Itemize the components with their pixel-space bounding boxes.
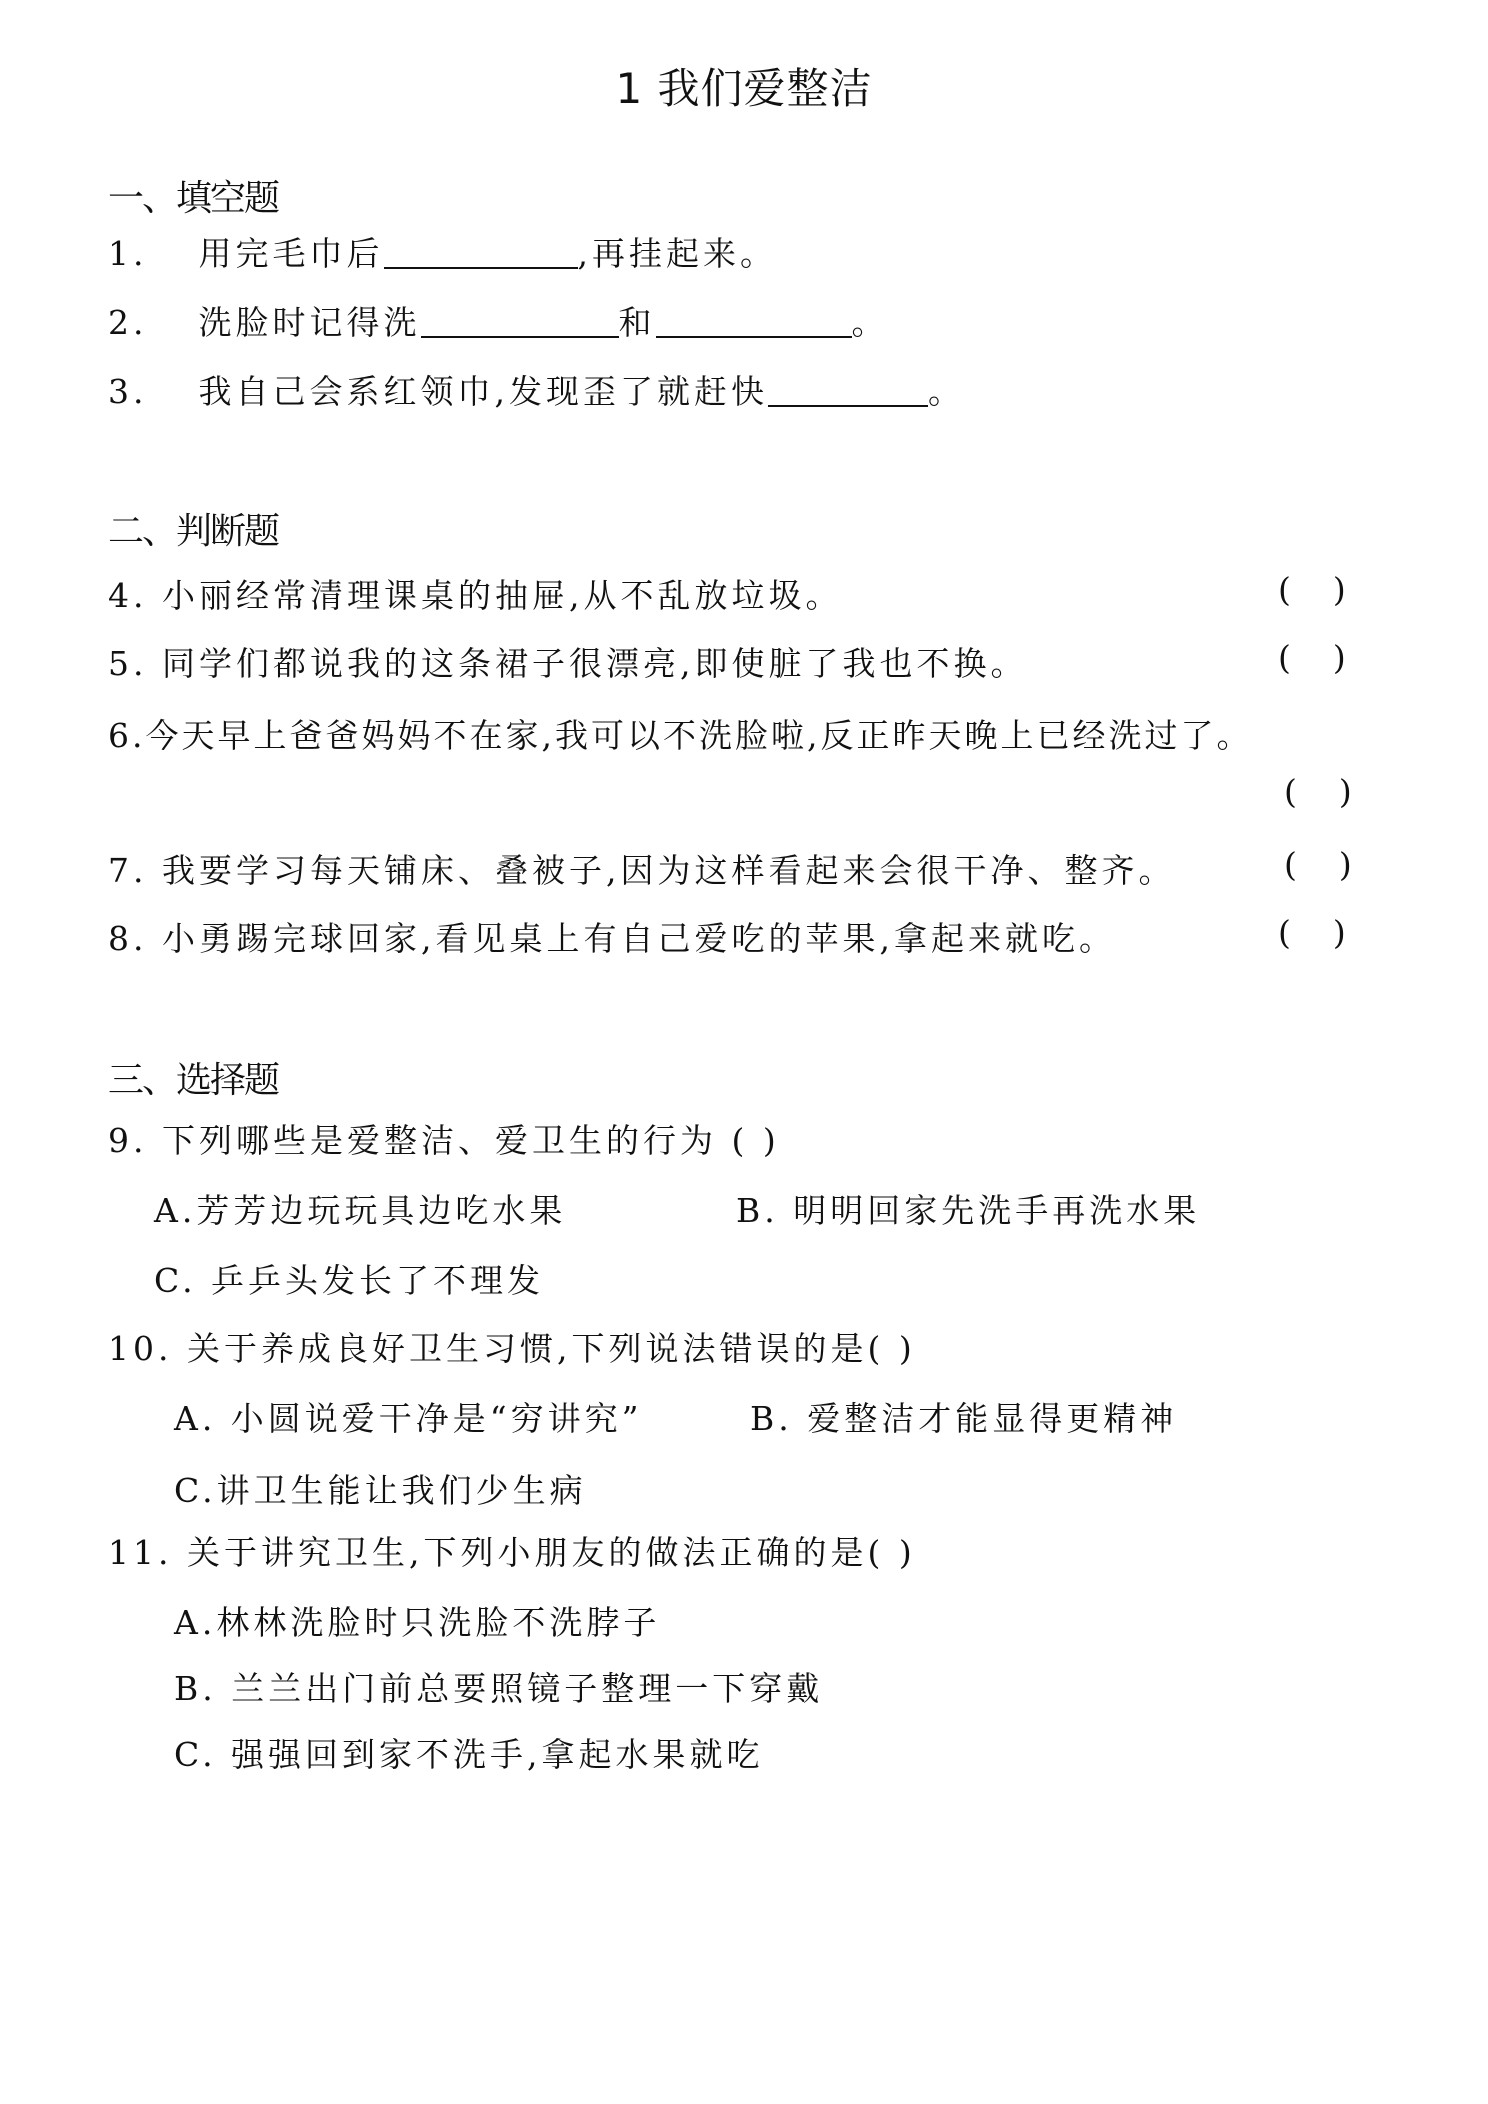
q3-blank[interactable]	[768, 371, 928, 407]
question-9-stem: 9. 下列哪些是爱整洁、爱卫生的行为 ( )	[108, 1121, 780, 1160]
question-3	[108, 366, 965, 413]
q6-answer-parens[interactable]: ( )	[1284, 772, 1352, 811]
q2-blank-1[interactable]	[421, 302, 619, 338]
q9-option-c[interactable]: C. 乒乒头发长了不理发	[154, 1261, 545, 1300]
question-2	[108, 297, 889, 344]
question-4: 4. 小丽经常清理课桌的抽屉,从不乱放垃圾。	[108, 576, 843, 615]
question-6: 6.今天早上爸爸妈妈不在家,我可以不洗脸啦,反正昨天晚上已经洗过了。	[108, 716, 1253, 755]
q10-option-b[interactable]: B. 爱整洁才能显得更精神	[750, 1399, 1178, 1438]
q3-number: 3.	[108, 372, 148, 411]
q9-option-b[interactable]: B. 明明回家先洗手再洗水果	[736, 1191, 1201, 1230]
q2-blank-2[interactable]	[656, 302, 852, 338]
page-title: 1 我们爱整洁	[615, 64, 873, 113]
q3-text-after: 。	[928, 372, 965, 411]
q11-option-c[interactable]: C. 强强回到家不洗手,拿起水果就吃	[174, 1735, 764, 1774]
q8-answer-parens[interactable]: ( )	[1278, 913, 1346, 952]
question-5: 5. 同学们都说我的这条裙子很漂亮,即使脏了我也不换。	[108, 644, 1028, 683]
q2-text-before: 洗脸时记得洗	[198, 303, 421, 342]
section-fill-heading: 一、填空题	[108, 178, 279, 219]
question-11-stem: 11. 关于讲究卫生,下列小朋友的做法正确的是( )	[108, 1533, 916, 1572]
q1-text-before: 用完毛巾后	[198, 234, 384, 273]
question-8: 8. 小勇踢完球回家,看见桌上有自己爱吃的苹果,拿起来就吃。	[108, 919, 1116, 958]
q10-option-a[interactable]: A. 小圆说爱干净是“穷讲究”	[174, 1399, 643, 1438]
q9-option-a[interactable]: A.芳芳边玩玩具边吃水果	[154, 1191, 567, 1230]
q1-blank[interactable]	[384, 233, 578, 269]
q5-answer-parens[interactable]: ( )	[1278, 638, 1346, 677]
section-judge-heading: 二、判断题	[108, 511, 279, 552]
q4-answer-parens[interactable]: ( )	[1278, 570, 1346, 609]
q2-number: 2.	[108, 303, 148, 342]
question-1	[108, 228, 777, 275]
q11-option-b[interactable]: B. 兰兰出门前总要照镜子整理一下穿戴	[174, 1669, 824, 1708]
q1-number: 1.	[108, 234, 148, 273]
q3-text-before: 我自己会系红领巾,发现歪了就赶快	[198, 372, 768, 411]
q2-text-mid: 和	[618, 303, 656, 342]
question-10-stem: 10. 关于养成良好卫生习惯,下列说法错误的是( )	[108, 1329, 916, 1368]
q7-answer-parens[interactable]: ( )	[1284, 845, 1352, 884]
q10-option-c[interactable]: C.讲卫生能让我们少生病	[174, 1471, 587, 1510]
question-7: 7. 我要学习每天铺床、叠被子,因为这样看起来会很干净、整齐。	[108, 851, 1176, 890]
q11-option-a[interactable]: A.林林洗脸时只洗脸不洗脖子	[174, 1603, 661, 1642]
q1-text-after: ,再挂起来。	[577, 234, 777, 273]
q2-text-after: 。	[851, 303, 889, 342]
section-choice-heading: 三、选择题	[108, 1060, 279, 1101]
